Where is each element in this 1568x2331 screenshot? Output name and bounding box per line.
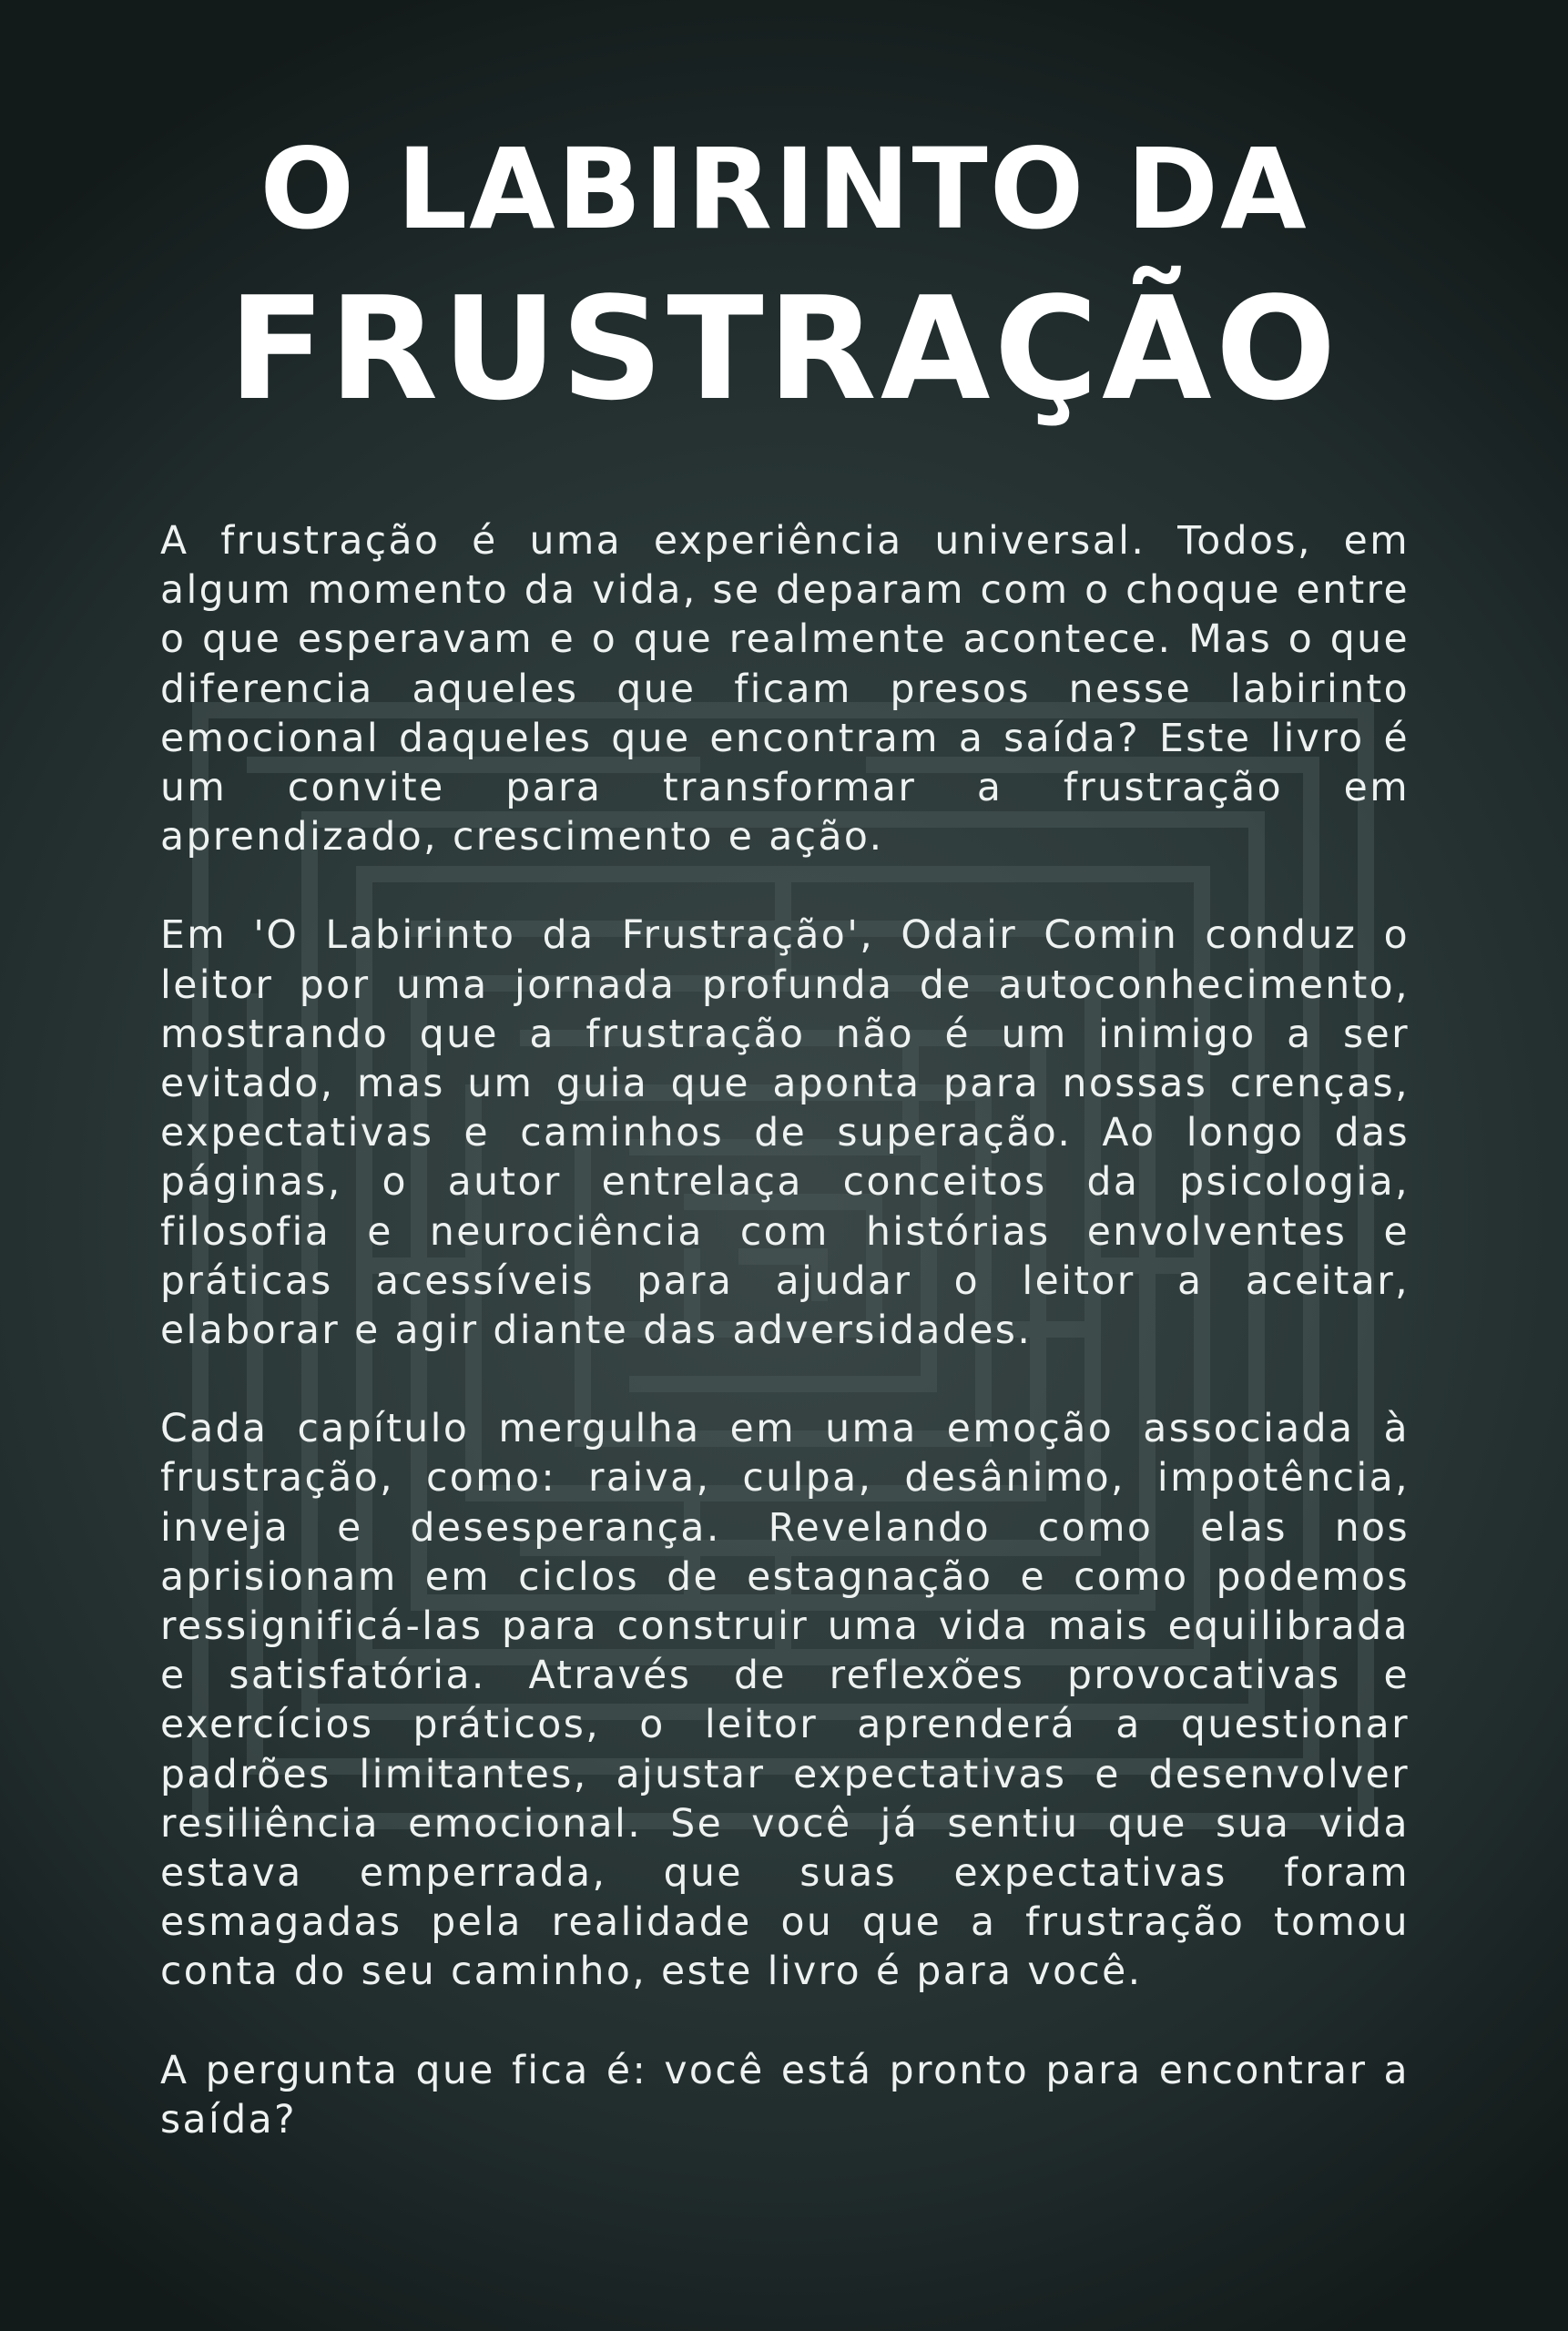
paragraph-question: A pergunta que fica é: você está pronto para encontrar a saída? [160, 2048, 1410, 2143]
title-line-1: O LABIRINTO DA [260, 125, 1308, 254]
paragraph-author: Em 'O Labirinto da Frustração', Odair Comin conduz o leitor por uma jornada profunda de autoconhecimento, mostrando que a frustração não é um inimigo a ser evitado, mas um guia que aponta para nossas crenças, expectativas e caminhos de superação. Ao longo das páginas, o autor entrelaça conceitos da psicologia, filosofia e neurociência com histórias envolventes e práticas acessíveis para ajudar o leitor a aceitar, elaborar e agir diante das adversidades. [160, 913, 1410, 1354]
synopsis-body [160, 517, 1410, 2194]
paragraph-chapters: Cada capítulo mergulha em uma emoção associada à frustração, como: raiva, culpa, desânimo, impotência, inveja e desesperança. Revelando como elas nos aprisionam em ciclos de estagnação e como podemos ressignificá-las para construir uma vida mais equilibrada e satisfatória. Através de reflexões provocativas e exercícios práticos, o leitor aprenderá a questionar padrões limitantes, ajustar expectativas e desenvolver resiliência emocional. Se você já sentiu que sua vida estava emperrada, que suas expectativas foram esmagadas pela realidade ou que a frustração tomou conta do seu caminho, este livro é para você. [160, 1407, 1410, 1995]
title-line-2: FRUSTRAÇÃO [228, 266, 1340, 432]
paragraph-intro: A frustração é uma experiência universal. Todos, em algum momento da vida, se deparam com o choque entre o que esperavam e o que realmente acontece. Mas o que diferencia aqueles que ficam presos nesse labirinto emocional daqueles que encontram a saída? Este livro é um convite para transformar a frustração em aprendizado, crescimento e ação. [160, 519, 1410, 860]
book-title [0, 117, 1568, 435]
